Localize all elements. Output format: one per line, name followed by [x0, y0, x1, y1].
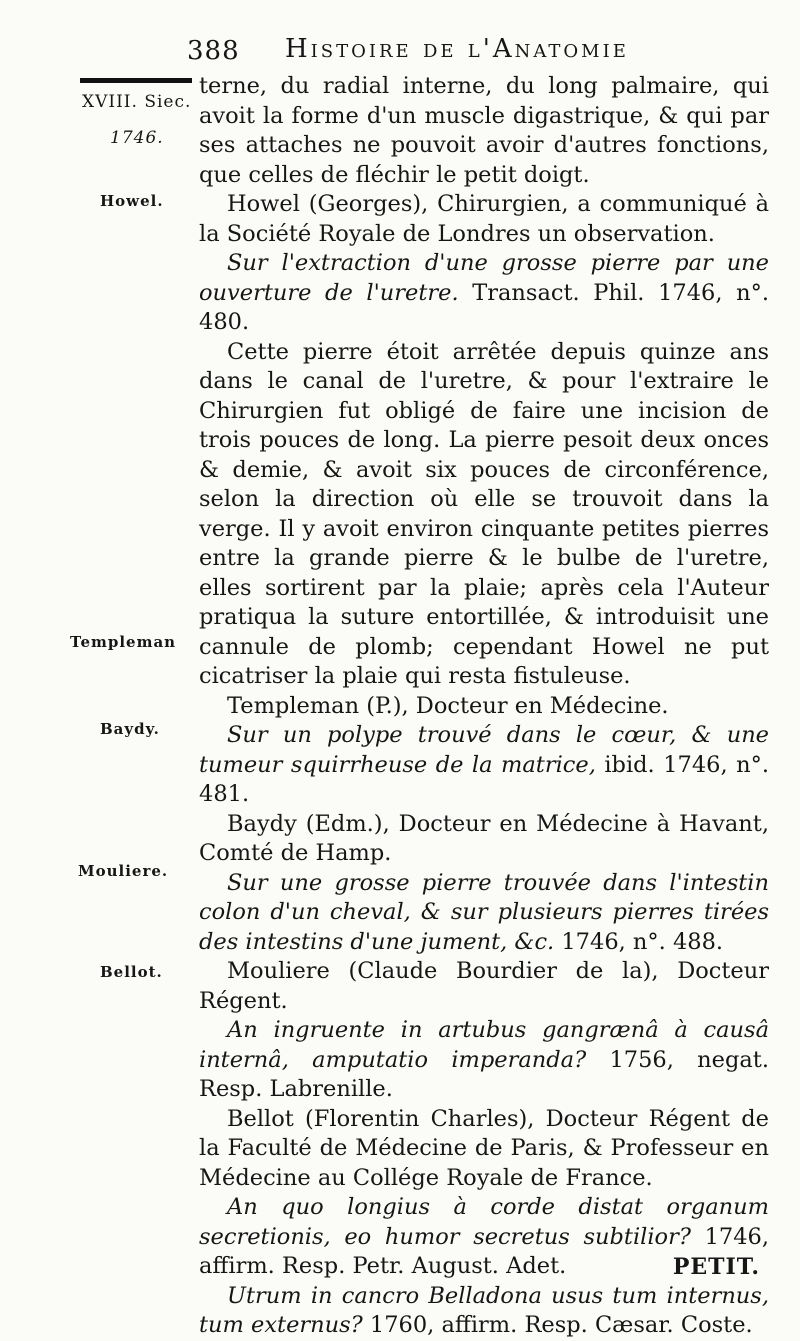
title-mouliere: [199, 1016, 769, 1105]
header-rule: [80, 78, 192, 83]
title-bellot-2-text: Utrum in cancro Belladona usus tum internus, tum externus?: [199, 1282, 769, 1338]
margin-note-bellot: Bellot.: [100, 963, 163, 981]
margin-note-era: XVIII. Siec.: [82, 92, 192, 112]
margin-note-howel: Howel.: [100, 192, 164, 210]
ref-mouliere: 1756, negat. Resp. Labrenille.: [199, 1046, 769, 1102]
title-howel: [199, 249, 769, 338]
title-howel-text: Sur l'extraction d'une grosse pierre par une ouverture de l'uretre.: [199, 250, 769, 306]
margin-note-templeman: Templeman: [70, 633, 177, 651]
entry-templeman: Templeman (P.), Docteur en Médecine.: [227, 692, 669, 719]
entry-howel: Howel (Georges), Chirurgien, a communiqué à la Société Royale de Londres un observation.: [199, 191, 769, 247]
entry-bellot: Bellot (Florentin Charles), Docteur Régent de la Faculté de Médecine de Paris, & Professeur en Médecine au Collége Royale de France.: [199, 1105, 769, 1191]
ref-baydy: 1746, n°. 488.: [554, 928, 724, 955]
title-baydy-text: Sur une grosse pierre trouvée dans l'intestin colon d'un cheval, & sur plusieurs pierres tirées des intestins d'une jument, &c.: [199, 869, 769, 955]
title-templeman: [199, 721, 769, 810]
entry-mouliere: Mouliere (Claude Bourdier de la), Docteur Régent.: [199, 958, 769, 1014]
body-howel: Cette pierre étoit arrêtée depuis quinze ans dans le canal de l'uretre, & pour l'extraire le Chirurgien fut obligé de faire une incision de trois pouces de long. La pierre pesoit deux onces & demie, & avoit six pouces de circonférence, selon la direction où elle se trouvoit dans la verge. Il y avoit environ cinquante petites pierres entre la grande pierre & le bulbe de l'uretre, elles sortirent par la plaie; après cela l'Auteur pratiqua la suture entortillée, & introduisit une cannule de plomb; cependant Howel ne put cicatriser la plaie qui resta fistuleuse.: [199, 338, 769, 689]
running-head: Histoire de l'Anatomie: [285, 34, 629, 64]
title-baydy: [199, 869, 769, 958]
paragraph-continuation: terne, du radial interne, du long palmaire, qui avoit la forme d'un muscle digastrique, & qui par ses attaches ne pouvoit avoir d'autres fonctions, que celles de fléchir le petit doigt.: [199, 73, 769, 188]
margin-note-baydy: Baydy.: [100, 720, 160, 738]
margin-note-year: 1746.: [110, 128, 164, 148]
ref-bellot-1: 1746, affirm. Resp. Petr. August. Adet.: [199, 1223, 769, 1279]
catchword: PETIT.: [672, 1254, 760, 1280]
body-text: [199, 72, 769, 1341]
title-bellot-2: [199, 1282, 769, 1341]
margin-note-mouliere: Mouliere.: [78, 862, 169, 880]
title-templeman-text: Sur un polype trouvé dans le cœur, & une tumeur squirrheuse de la matrice,: [199, 722, 769, 778]
entry-baydy: Baydy (Edm.), Docteur en Médecine à Havant, Comté de Hamp.: [199, 810, 769, 866]
ref-templeman: ibid. 1746, n°. 481.: [199, 751, 769, 807]
title-bellot-1-text: An quo longius à corde distat organum secretionis, eo humor secretus subtilior?: [199, 1194, 769, 1250]
title-mouliere-text: An ingruente in artubus gangrænâ à causâ internâ, amputatio imperanda?: [199, 1017, 769, 1073]
page-number: 388: [187, 36, 240, 66]
ref-bellot-2: 1760, affirm. Resp. Cæsar. Coste.: [362, 1312, 753, 1338]
ref-howel: Transact. Phil. 1746, n°. 480.: [199, 279, 770, 335]
